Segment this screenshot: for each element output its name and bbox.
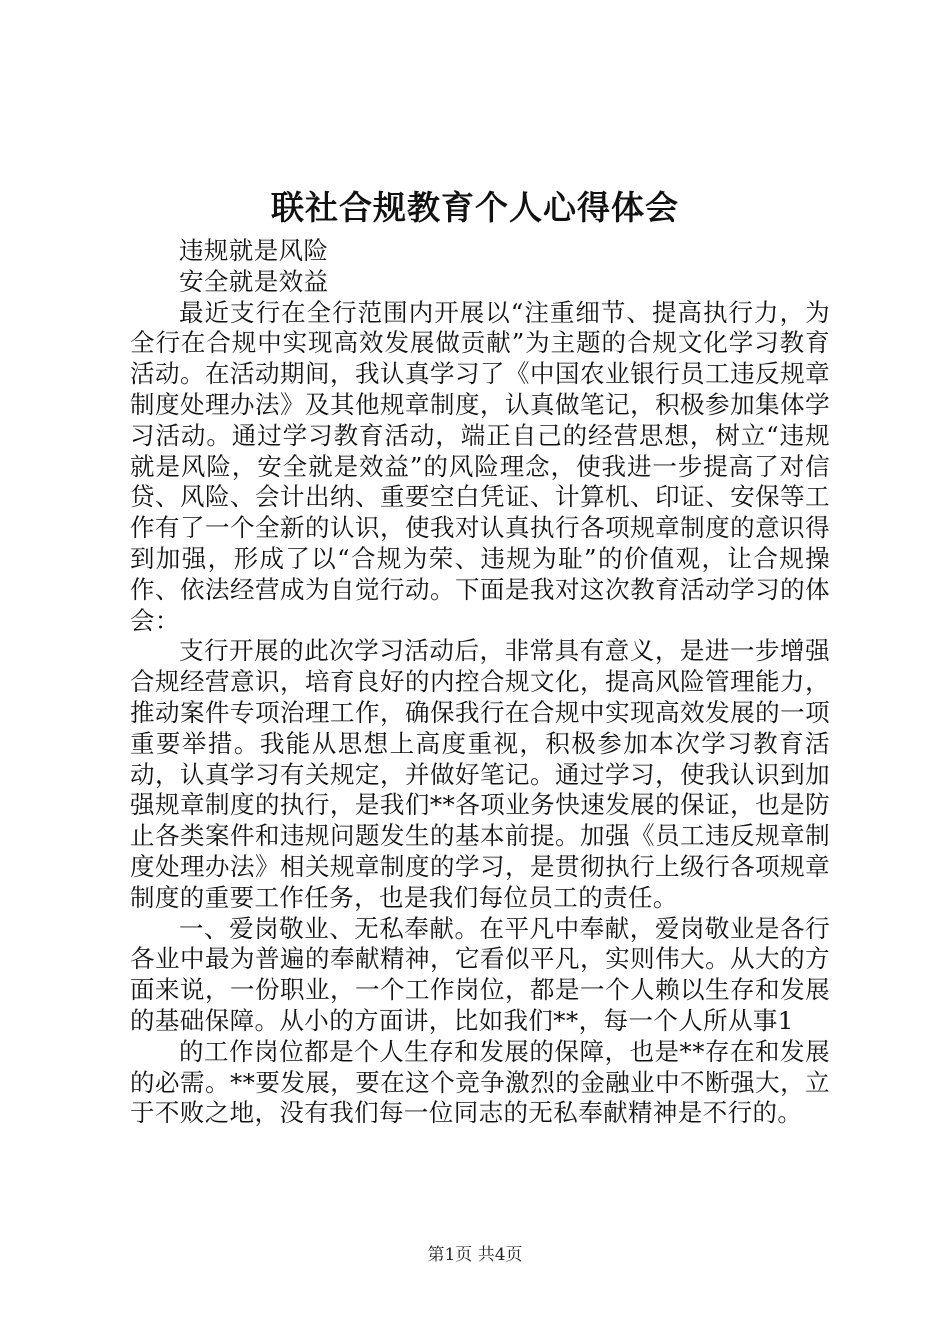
slogan-line-1: 违规就是风险 <box>179 236 329 265</box>
paragraph-section-one: 一、爱岗敬业、无私奉献。在平凡中奉献，爱岗敬业是各行各业中最为普遍的奉献精神，它看似平凡，实则伟大。从大的方面来说，一份职业，一个工作岗位，都是一个人赖以生存和发展的基础保障。从小的方面讲，比如我们**，每一个人所从事1 <box>130 913 830 1035</box>
slogan-line-2: 安全就是效益 <box>179 266 329 296</box>
document-body <box>130 236 830 1129</box>
document-title: 联社合规教育个人心得体会 <box>271 188 679 227</box>
page-footer: 第1页 共4页 <box>427 1245 523 1265</box>
paragraph-significance: 支行开展的此次学习活动后，非常具有意义，是进一步增强合规经营意识，培育良好的内控合规文化，提高风险管理能力，推动案件专项治理工作，确保我行在合规中实现高效发展的一项重要举措。我能从思想上高度重视，积极参加本次学习教育活动，认真学习有关规定，并做好笔记。通过学习，使我认识到加强规章制度的执行，是我们**各项业务快速发展的保证，也是防止各类案件和违规问题发生的基本前提。加强《员工违反规章制度处理办法》相关规章制度的学习，是贯彻执行上级行各项规章制度的重要工作任务，也是我们每位员工的责任。 <box>130 636 830 912</box>
paragraph-intro: 最近支行在全行范围内开展以“注重细节、提高执行力，为全行在合规中实现高效发展做贡献”为主题的合规文化学习教育活动。在活动期间，我认真学习了《中国农业银行员工违反规章制度处理办法》及其他规章制度，认真做笔记，积极参加集体学习活动。通过学习教育活动，端正自己的经营思想，树立“违规就是风险，安全就是效益”的风险理念，使我进一步提高了对信贷、风险、会计出纳、重要空白凭证、计算机、印证、安保等工作有了一个全新的认识，使我对认真执行各项规章制度的意识得到加强，形成了以“合规为荣、违规为耻”的价值观，让合规操作、依法经营成为自觉行动。下面是我对这次教育活动学习的体会： <box>130 297 830 635</box>
paragraph-continuation: 的工作岗位都是个人生存和发展的保障，也是**存在和发展的必需。**要发展，要在这个竞争激烈的金融业中不断强大，立于不败之地，没有我们每一位同志的无私奉献精神是不行的。 <box>130 1036 830 1128</box>
